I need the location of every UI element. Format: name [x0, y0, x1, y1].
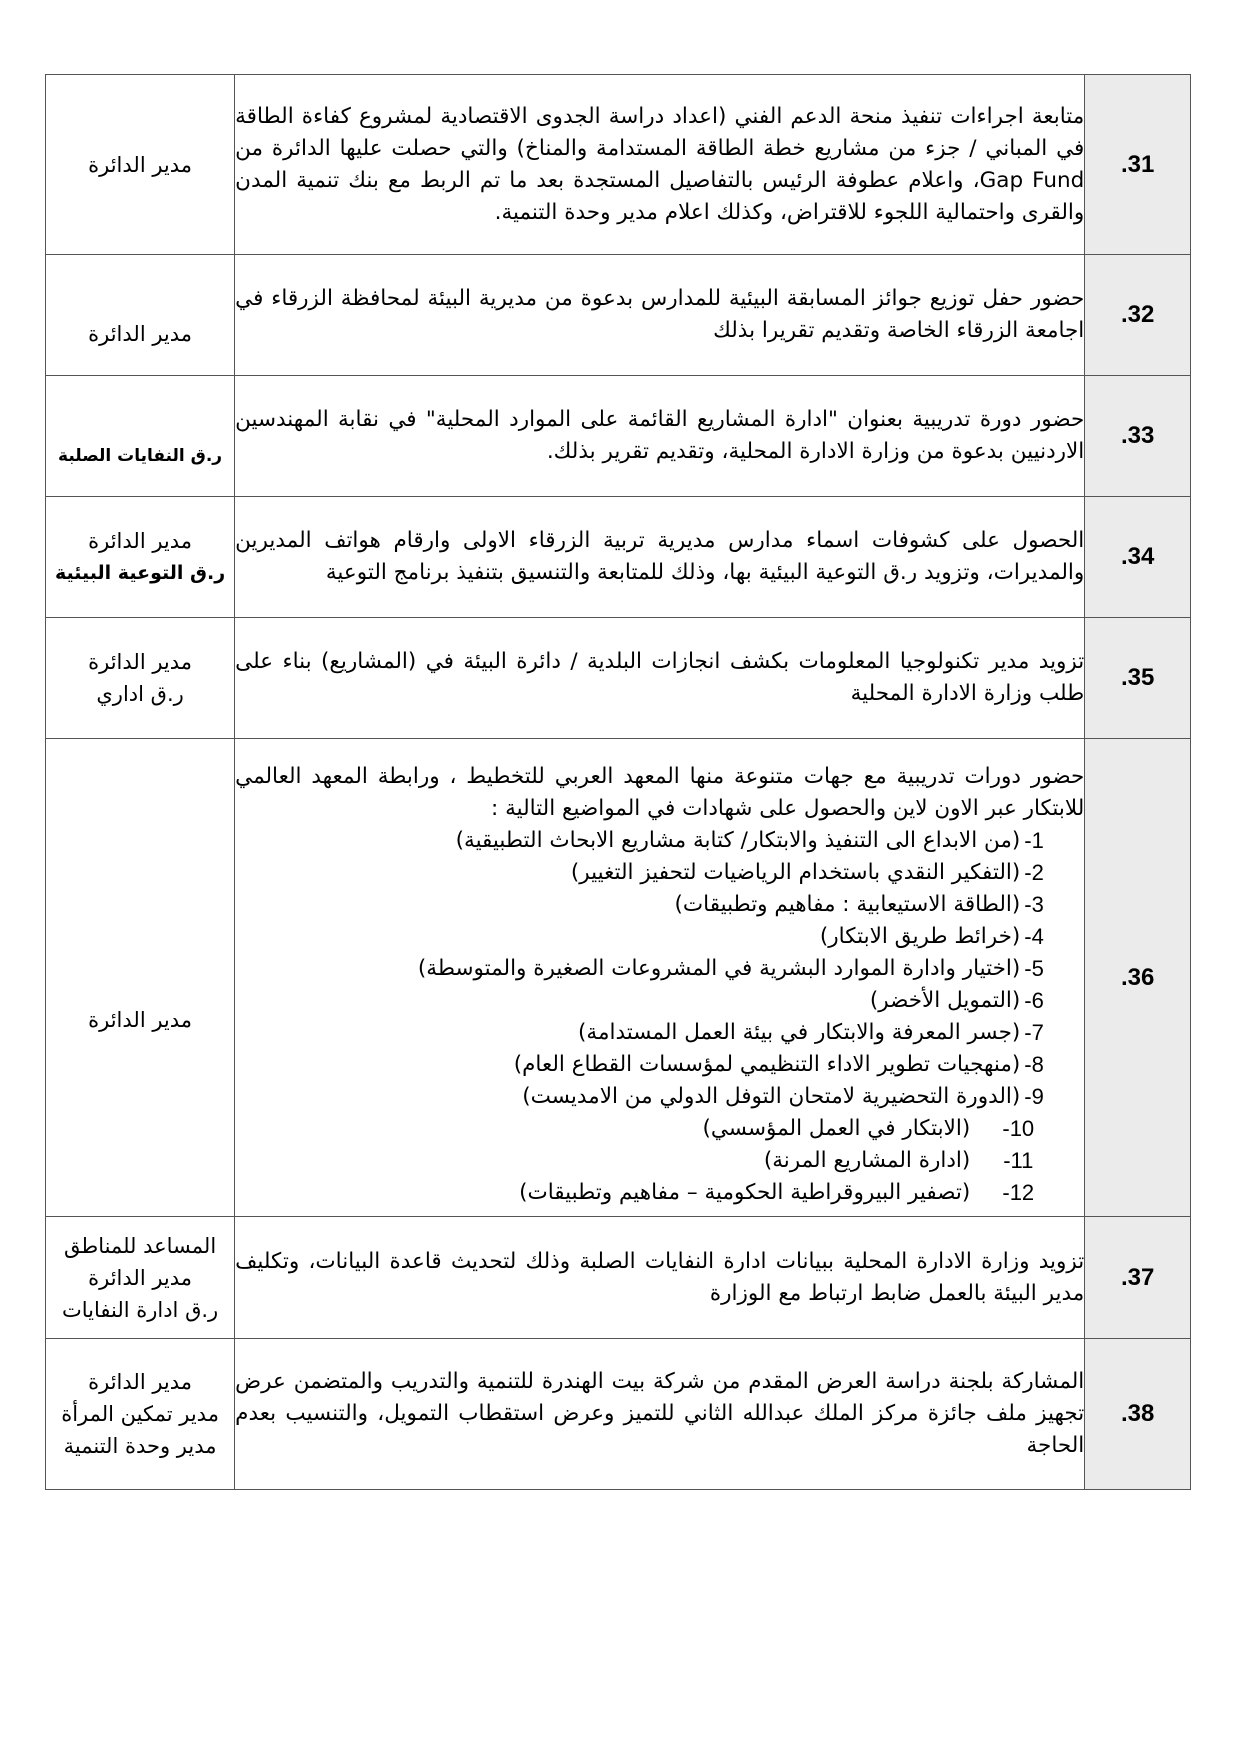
- item-text: (الطاقة الاستيعابية : مفاهيم وتطبيقات): [674, 892, 1021, 917]
- task-cell: [235, 75, 1085, 255]
- list-item: [235, 1049, 1062, 1081]
- list-item: [235, 985, 1062, 1017]
- responsible-cell: [46, 255, 235, 376]
- task-text: الحصول على كشوفات اسماء مدارس مديرية تربية الزرقاء الاولى وارقام هواتف المديرين والمديرات، وتزويد ر.ق التوعية البيئية بها، وذلك للمتابعة والتنسيق بتنفيذ برنامج التوعية: [235, 528, 1085, 585]
- responsible-cell: [46, 75, 235, 255]
- task-cell: [235, 1217, 1085, 1339]
- list-item: [235, 889, 1062, 921]
- responsible-cell: [46, 1339, 235, 1490]
- responsible-name: مدير الدائرة: [88, 152, 193, 177]
- tasks-table: [45, 74, 1191, 1490]
- item-text: (خرائط طريق الابتكار): [819, 924, 1021, 949]
- table-row: [46, 618, 1191, 739]
- item-number: -2: [1024, 860, 1044, 885]
- row-number: .36: [1085, 739, 1191, 1217]
- responsible-name: مدير الدائرة: [88, 1370, 193, 1394]
- item-text: (التمويل الأخضر): [869, 988, 1021, 1013]
- responsible-cell: [46, 739, 235, 1217]
- item-number: -5: [1024, 956, 1044, 981]
- task-text: تزويد مدير تكنولوجيا المعلومات بكشف انجازات البلدية / دائرة البيئة في (المشاريع) بناء على طلب وزارة الادارة المحلية: [235, 649, 1085, 706]
- responsible-cell: [46, 497, 235, 618]
- item-number: -6: [1024, 988, 1044, 1013]
- responsible-name: ر.ق التوعية البيئية: [55, 562, 226, 584]
- table-row: [46, 497, 1191, 618]
- topics-list: [235, 825, 1084, 1209]
- task-text: تزويد وزارة الادارة المحلية ببيانات ادارة النفايات الصلبة وذلك لتحديث قاعدة البيانات، وتكليف مدير البيئة بالعمل ضابط ارتباط مع الوزارة: [235, 1248, 1085, 1306]
- list-item: [235, 1177, 1062, 1209]
- task-cell: [235, 618, 1085, 739]
- task-cell: [235, 497, 1085, 618]
- table-row: [46, 376, 1191, 497]
- item-number: -7: [1024, 1020, 1044, 1045]
- responsible-name: مدير الدائرة: [88, 1265, 193, 1290]
- responsible-name: مدير وحدة التنمية: [63, 1434, 217, 1458]
- list-item: [235, 1081, 1062, 1113]
- task-text: متابعة اجراءات تنفيذ منحة الدعم الفني (اعداد دراسة الجدوى الاقتصادية لمشروع كفاءة الطاقة في المباني / جزء من مشاريع خطة الطاقة المستدامة والمناخ) والتي حصلت عليها الدائرة من Gap Fund، واعلام عطوفة الرئيس بالتفاصيل المستجدة بعد ما تم الربط مع بنك تنمية المدن والقرى واحتمالية اللجوء للاقتراض، وكذلك اعلام مدير وحدة التنمية.: [235, 103, 1085, 225]
- task-cell: [235, 376, 1085, 497]
- task-text: حضور دورات تدريبية مع جهات متنوعة منها المعهد العربي للتخطيط ، ورابطة المعهد العالمي للابتكار عبر الاون لاين والحصول على شهادات في المواضيع التالية :: [235, 764, 1085, 821]
- table-row: [46, 1339, 1191, 1490]
- responsible-cell: [46, 1217, 235, 1339]
- item-text: (اختيار وادارة الموارد البشرية في المشروعات الصغيرة والمتوسطة): [417, 956, 1021, 981]
- task-text: حضور دورة تدريبية بعنوان "ادارة المشاريع القائمة على الموارد المحلية" في نقابة المهندسين الاردنيين بدعوة من وزارة الادارة المحلية، وتقديم تقرير بذلك.: [235, 407, 1085, 464]
- list-item: [235, 1113, 1062, 1145]
- item-text: (ادارة المشاريع المرنة): [763, 1148, 971, 1173]
- item-text: (التفكير النقدي باستخدام الرياضيات لتحفيز التغيير): [570, 860, 1021, 885]
- task-cell: [235, 255, 1085, 376]
- row-number: .35: [1085, 618, 1191, 739]
- task-cell: [235, 1339, 1085, 1490]
- list-item: [235, 1145, 1062, 1177]
- item-text: (جسر المعرفة والابتكار في بيئة العمل المستدامة): [578, 1020, 1021, 1045]
- task-text: المشاركة بلجنة دراسة العرض المقدم من شركة بيت الهندرة للتنمية والتدريب والمتضمن عرض تجهيز ملف جائزة مركز الملك عبدالله الثاني للتميز وعرض استقطاب التمويل، والتنسيب بعدم الحاجة: [235, 1369, 1085, 1458]
- responsible-name: ر.ق ادارة النفايات: [61, 1297, 219, 1322]
- list-item: [235, 921, 1062, 953]
- table-row: [46, 739, 1191, 1217]
- item-number: -1: [1024, 828, 1044, 853]
- responsible-cell: [46, 618, 235, 739]
- table-row: [46, 1217, 1191, 1339]
- item-number: -11: [1003, 1148, 1034, 1173]
- item-text: (تصفير البيروقراطية الحكومية – مفاهيم وتطبيقات): [519, 1180, 971, 1205]
- responsible-name: مدير الدائرة: [88, 322, 193, 346]
- task-text: حضور حفل توزيع جوائز المسابقة البيئية للمدارس بدعوة من مديرية البيئة لمحافظة الزرقاء في اجامعة الزرقاء الخاصة وتقديم تقريرا بذلك: [235, 286, 1085, 343]
- responsible-name: مدير الدائرة: [88, 1007, 193, 1032]
- responsible-name: المساعد للمناطق: [63, 1233, 217, 1258]
- list-item: [235, 1017, 1062, 1049]
- row-number: .37: [1085, 1217, 1191, 1339]
- list-item: [235, 953, 1062, 985]
- responsible-cell: [46, 376, 235, 497]
- item-number: -9: [1024, 1084, 1044, 1109]
- table-row: [46, 255, 1191, 376]
- row-number: .34: [1085, 497, 1191, 618]
- responsible-name: مدير تمكين المرأة: [61, 1402, 219, 1426]
- item-text: (الابتكار في العمل المؤسسي): [702, 1116, 971, 1141]
- responsible-name: ر.ق النفايات الصلبة: [58, 446, 223, 466]
- list-item: [235, 825, 1062, 857]
- row-number: .32: [1085, 255, 1191, 376]
- table-row: [46, 75, 1191, 255]
- item-number: -12: [1002, 1180, 1035, 1205]
- row-number: .31: [1085, 75, 1191, 255]
- responsible-name: مدير الدائرة: [88, 529, 193, 553]
- item-number: -10: [1002, 1116, 1035, 1141]
- list-item: [235, 857, 1062, 889]
- row-number: .33: [1085, 376, 1191, 497]
- item-text: (منهجيات تطوير الاداء التنظيمي لمؤسسات القطاع العام): [513, 1052, 1021, 1077]
- item-number: -3: [1024, 892, 1044, 917]
- item-text: (من الابداع الى التنفيذ والابتكار/ كتابة مشاريع الابحاث التطبيقية): [455, 828, 1021, 853]
- row-number: .38: [1085, 1339, 1191, 1490]
- task-cell: [235, 739, 1085, 1217]
- item-text: (الدورة التحضيرية لامتحان التوفل الدولي من الامديست): [522, 1084, 1021, 1109]
- item-number: -4: [1024, 924, 1044, 949]
- responsible-name: مدير الدائرة: [88, 650, 193, 674]
- item-number: -8: [1024, 1052, 1044, 1077]
- responsible-name: ر.ق اداري: [96, 682, 184, 706]
